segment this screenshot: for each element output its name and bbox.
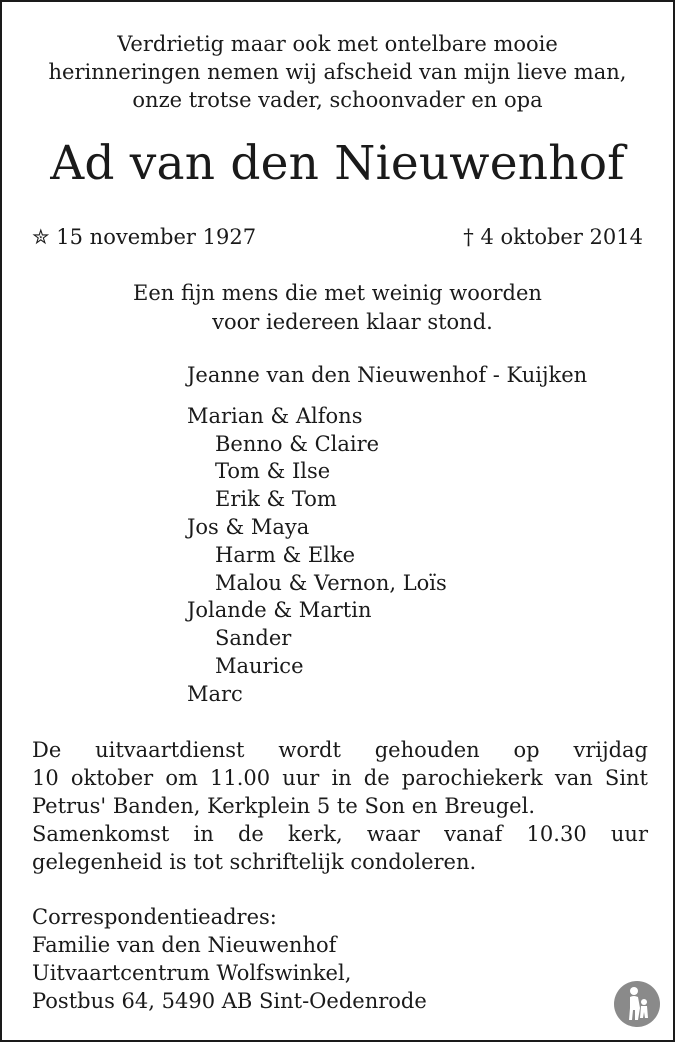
funeral-service-info xyxy=(32,736,648,876)
family-member: Jos & Maya xyxy=(187,514,310,539)
family-member: Benno & Claire xyxy=(215,431,380,456)
spouse-name: Jeanne van den Nieuwenhof - Kuijken xyxy=(187,363,588,387)
family-member: Marian & Alfons xyxy=(187,403,363,428)
family-member: Marc xyxy=(187,681,243,706)
birth-date: ✮ 15 november 1927 xyxy=(32,225,257,249)
service-line: De uitvaartdienst wordt gehouden op vrijdag xyxy=(32,738,648,762)
family-list xyxy=(187,362,587,709)
family-member: Harm & Elke xyxy=(215,542,356,567)
address-line: Correspondentieadres: xyxy=(32,905,277,929)
family-member: Maurice xyxy=(215,653,304,678)
memorial-logo-icon xyxy=(613,980,661,1028)
address-line: Uitvaartcentrum Wolfswinkel, xyxy=(32,961,352,985)
intro-line: herinneringen nemen wij afscheid van mijn lieve man, xyxy=(48,60,627,84)
service-line: gelegenheid is tot schriftelijk condoleren. xyxy=(32,850,477,874)
family-member: Erik & Tom xyxy=(215,487,337,512)
family-member: Sander xyxy=(215,626,292,651)
service-line: Samenkomst in de kerk, waar vanaf 10.30 uur xyxy=(32,822,648,846)
memorial-quote xyxy=(2,279,673,337)
intro-line: onze trotse vader, schoonvader en opa xyxy=(132,88,543,112)
correspondence-address xyxy=(32,903,427,1015)
quote-line: voor iedereen klaar stond. xyxy=(212,310,493,334)
family-member: Tom & Ilse xyxy=(215,459,331,484)
service-line: 10 oktober om 11.00 uur in de parochiekerk van Sint xyxy=(32,766,648,790)
family-member: Jolande & Martin xyxy=(187,598,372,623)
deceased-name: Ad van den Nieuwenhof xyxy=(50,136,625,191)
quote-line: Een fijn mens die met weinig woorden xyxy=(133,281,542,305)
address-line: Postbus 64, 5490 AB Sint-Oedenrode xyxy=(32,989,427,1013)
death-date: † 4 oktober 2014 xyxy=(463,225,643,249)
family-member: Malou & Vernon, Loïs xyxy=(215,570,447,595)
service-line: Petrus' Banden, Kerkplein 5 te Son en Breugel. xyxy=(32,794,536,818)
intro-text xyxy=(22,30,653,114)
address-line: Familie van den Nieuwenhof xyxy=(32,933,337,957)
intro-line: Verdrietig maar ook met ontelbare mooie xyxy=(117,32,558,56)
